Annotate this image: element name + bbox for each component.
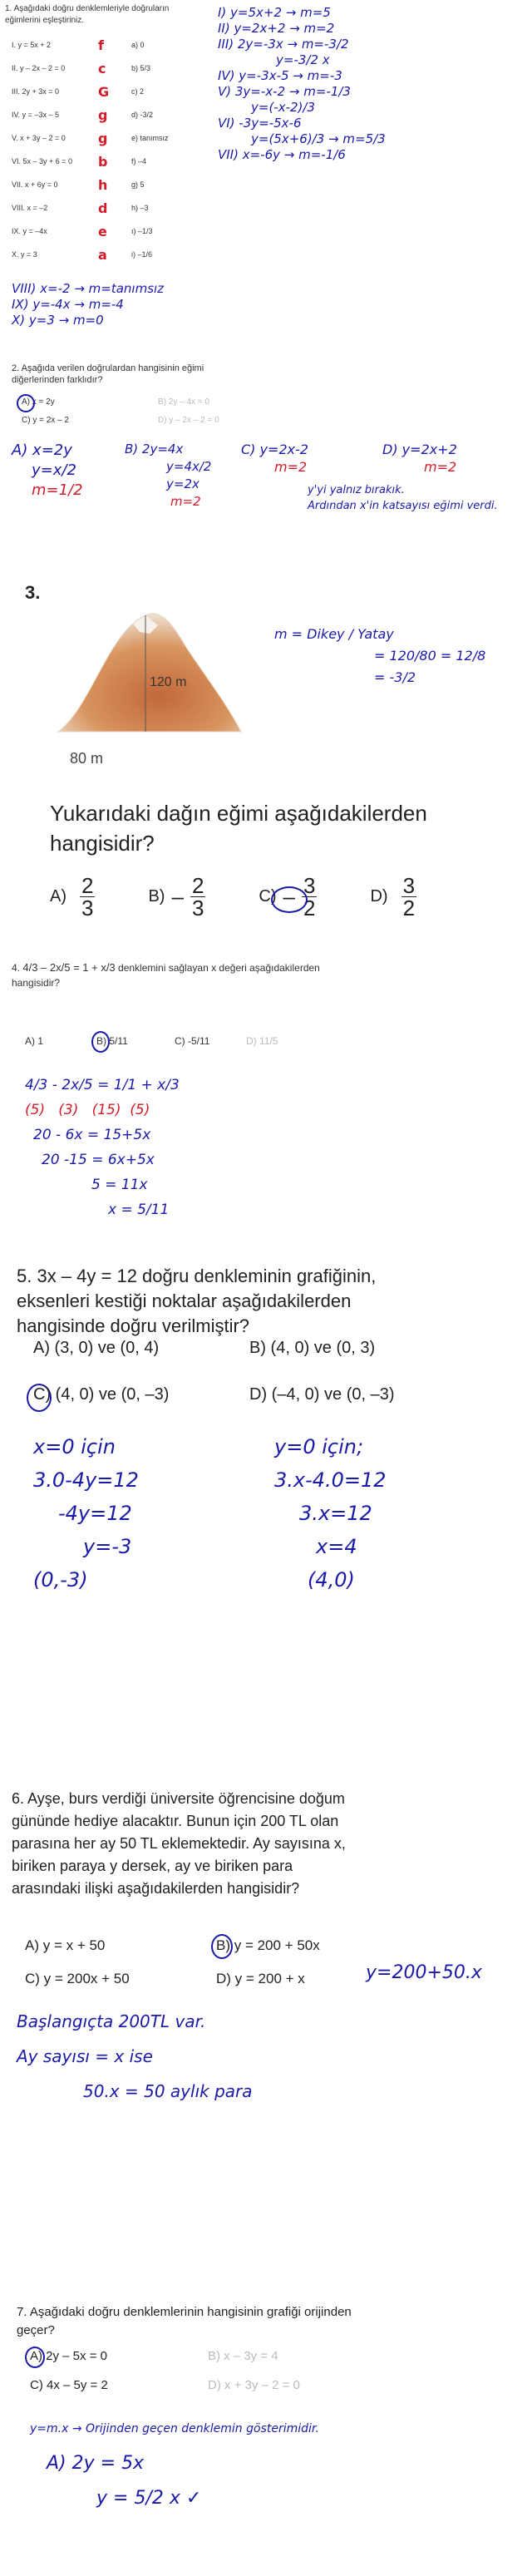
- q5-work-r1: y=0 için;: [274, 1435, 364, 1458]
- q2-title: 2. Aşağıda verilen doğrulardan hangisinin eğimi diğerlerinden farklıdır?: [12, 363, 204, 385]
- q5-work-l1: x=0 için: [33, 1435, 116, 1458]
- q4-option-d[interactable]: D) 11/5: [246, 1035, 278, 1047]
- q6-option-b[interactable]: B) y = 200 + 50x: [216, 1937, 320, 1953]
- q7-work-2: A) 2y = 5x: [47, 2453, 145, 2474]
- q1-equation: VII. x + 6y = 0: [12, 180, 58, 189]
- q1-answer-letter[interactable]: G: [98, 83, 110, 100]
- q3-answer-circle: [271, 886, 308, 913]
- q4-work-2: (5) (3) (15) (5): [25, 1102, 150, 1118]
- q7-question: 7. Aşağıdaki doğru denklemlerinin hangisinin grafiği orijinden geçer?: [17, 2305, 352, 2337]
- q6-work-1: Başlangıçta 200TL var.: [17, 2011, 206, 2031]
- q2-work-b3: y=2x: [166, 476, 200, 491]
- q3-option-letter: A): [50, 887, 66, 906]
- q2-work-c1: C) y=2x-2: [241, 442, 308, 457]
- q1-work-13: X) y=3 → m=0: [12, 313, 104, 328]
- q1-equation: IX. y = –4x: [12, 227, 47, 235]
- q1-row: [12, 220, 211, 243]
- q5-question: 5. 3x – 4y = 12 doğru denkleminin grafiğinin, eksenleri kestiği noktalar aşağıdakilerden hangisinde doğru verilmiştir?: [17, 1266, 377, 1336]
- q3-option-denominator: 3: [191, 896, 204, 920]
- q4-option-a[interactable]: A) 1: [25, 1035, 44, 1047]
- q4-work: [25, 1073, 324, 1222]
- q2-work-c: [241, 441, 308, 476]
- q1-equation: VIII. x = –2: [12, 204, 48, 212]
- q3-number: 3.: [25, 582, 41, 603]
- q3-option-letter: D): [370, 887, 388, 906]
- q2-note-1: y'yi yalnız bırakık.: [308, 484, 405, 496]
- q2-work-b: [125, 441, 211, 511]
- q4-work-5: 5 = 11x: [91, 1177, 148, 1193]
- q1-option: h) –3: [131, 204, 149, 212]
- q1-row: [12, 57, 211, 80]
- q4-work-6: x = 5/11: [108, 1202, 170, 1218]
- q2-work-a: [12, 441, 83, 501]
- q3-option-denominator: 2: [303, 896, 316, 920]
- q1-option: i) –1/6: [131, 250, 153, 259]
- q1-equation: III. 2y + 3x = 0: [12, 87, 60, 96]
- q4-title-rest: denklemini sağlayan x değeri aşağıdakilerden hangisidir?: [12, 962, 320, 989]
- q3-option-denominator: 2: [402, 896, 416, 920]
- q2-work-d: [382, 441, 457, 476]
- q1-equation: IV. y = –3x – 5: [12, 111, 59, 119]
- q3-work-1: m = Dikey / Yatay: [274, 626, 394, 642]
- q3-option-numerator: 2: [81, 873, 94, 898]
- q6-work-3: 50.x = 50 aylık para: [83, 2081, 253, 2101]
- q2-work-b4: m=2: [170, 494, 201, 509]
- q1-option: a) 0: [131, 41, 145, 49]
- q1-row: [12, 126, 211, 150]
- q4-work-1: 4/3 - 2x/5 = 1/1 + x/3: [25, 1077, 180, 1093]
- q5-work-r4: x=4: [316, 1535, 357, 1558]
- q5-work-r3: 3.x=12: [299, 1502, 372, 1525]
- q2-work-a3: m=1/2: [32, 481, 83, 499]
- q5-work-l4: y=-3: [83, 1535, 132, 1558]
- q1-work-8: VI) -3y=-5x-6: [218, 116, 302, 131]
- q1-answer-letter[interactable]: d: [98, 200, 108, 216]
- q1-work-4: y=-3/2 x: [276, 52, 330, 67]
- q5-option-d[interactable]: D) (–4, 0) ve (0, –3): [249, 1385, 395, 1404]
- q2-work-a2: y=x/2: [32, 461, 76, 479]
- q1-answer-letter[interactable]: f: [98, 37, 104, 53]
- q3-option[interactable]: [370, 875, 416, 919]
- q1-row: [12, 243, 211, 266]
- q2-option-d[interactable]: D) y – 2x – 2 = 0: [158, 416, 219, 425]
- q1-option: g) 5: [131, 180, 145, 189]
- q1-row: [12, 80, 211, 103]
- q4-equation: 4/3 – 2x/5 = 1 + x/3: [22, 961, 116, 974]
- q1-work-lower: [12, 281, 261, 328]
- q7-option-d[interactable]: D) x + 3y – 2 = 0: [208, 2378, 300, 2392]
- q1-equation: V. x + 3y – 2 = 0: [12, 134, 66, 142]
- q1-option: f) –4: [131, 157, 147, 165]
- q1-row: [12, 196, 211, 220]
- q5-option-a[interactable]: A) (3, 0) ve (0, 4): [33, 1339, 160, 1357]
- q1-option: e) tanımsız: [131, 134, 169, 142]
- q3-work: [274, 624, 524, 688]
- q3-option-letter: B): [148, 887, 165, 906]
- q3-option-numerator: 3: [303, 873, 316, 898]
- q3-option[interactable]: [50, 875, 95, 919]
- q1-row: [12, 33, 211, 57]
- q1-answer-letter[interactable]: h: [98, 176, 108, 193]
- q2-work-b2: y=4x/2: [166, 459, 212, 474]
- q6-question: 6. Ayşe, burs verdiği üniversite öğrencisine doğum gününde hediye alacaktır. Bunun için 200 TL olan parasına her ay 50 TL eklemektedir. Ay sayısına x, biriken paraya y dersek, ay ve biriken para arasındaki ilişki aşağıdakilerden hangisidir?: [12, 1790, 346, 1897]
- q1-work-11: VIII) x=-2 → m=tanımsız: [12, 281, 165, 296]
- q4-option-b[interactable]: B) 5/11: [96, 1035, 128, 1047]
- q3-option-numerator: 2: [191, 873, 204, 898]
- q4-work-3: 20 - 6x = 15+5x: [33, 1127, 151, 1143]
- q7-work-3: y = 5/2 x ✓: [96, 2488, 202, 2509]
- q2-work-a1: A) x=2y: [12, 442, 72, 459]
- q4-option-c[interactable]: C) -5/11: [175, 1035, 210, 1047]
- q4-number: 4.: [12, 962, 21, 974]
- q1-work-9: y=(5x+6)/3 → m=5/3: [251, 131, 386, 146]
- q2-work-d2: m=2: [424, 459, 457, 475]
- q1-work-10: VII) x=-6y → m=-1/6: [218, 147, 346, 162]
- q1-work-2: II) y=2x+2 → m=2: [218, 21, 335, 36]
- q1-work: [218, 5, 525, 163]
- q6-option-c[interactable]: C) y = 200x + 50: [25, 1971, 130, 1986]
- q1-work-1: I) y=5x+2 → m=5: [218, 5, 331, 20]
- q1-equation: X. y = 3: [12, 250, 37, 259]
- q3-work-3: = -3/2: [374, 669, 416, 685]
- q1-answer-letter[interactable]: c: [98, 60, 106, 76]
- q6-option-a[interactable]: A) y = x + 50: [25, 1937, 106, 1953]
- q1-work-7: y=(-x-2)/3: [251, 100, 315, 115]
- q3-option-denominator: 3: [81, 896, 94, 920]
- q6-work-answer: y=200+50.x: [366, 1962, 482, 1983]
- q1-equation: II. y – 2x – 2 = 0: [12, 64, 66, 72]
- q3-option-letter: C): [259, 887, 277, 906]
- q1-answer-letter[interactable]: g: [98, 130, 108, 146]
- q6-option-d[interactable]: D) y = 200 + x: [216, 1971, 305, 1986]
- q2-work-b1: B) 2y=4x: [125, 442, 184, 456]
- q2-option-b[interactable]: B) 2y – 4x = 0: [158, 397, 209, 407]
- q1-option: b) 5/3: [131, 64, 151, 72]
- q5-option-c[interactable]: C) (4, 0) ve (0, –3): [33, 1385, 170, 1404]
- q1-work-3: III) 2y=-3x → m=-3/2: [218, 37, 349, 52]
- q4-title: [12, 960, 328, 990]
- q5-work-r5: (4,0): [308, 1568, 355, 1591]
- q1-row: [12, 103, 211, 126]
- q3-option-fraction: [190, 875, 205, 919]
- q3-base-label: 80 m: [70, 750, 104, 767]
- q1-answer-letter[interactable]: g: [98, 106, 108, 123]
- q2-option-c[interactable]: C) y = 2x – 2: [22, 416, 69, 425]
- q1-answer-letter[interactable]: a: [98, 246, 107, 263]
- q5-work-l3: -4y=12: [58, 1502, 132, 1525]
- q6-work-2: Ay sayısı = x ise: [17, 2046, 153, 2066]
- q6-work: [17, 2004, 349, 2109]
- q3-work-2: = 120/80 = 12/8: [374, 648, 486, 664]
- q1-work-12: IX) y=-4x → m=-4: [12, 297, 124, 312]
- q2-option-a[interactable]: A) x = 2y: [22, 397, 55, 407]
- q3-option-numerator: 3: [402, 873, 416, 898]
- q1-title: 1. Aşağıdaki doğru denklemleriyle doğruların eğimlerini eşleştiriniz.: [5, 4, 170, 25]
- q3-option-fraction: [401, 875, 416, 919]
- q1-option: ı) –1/3: [131, 227, 153, 235]
- q3-option[interactable]: [148, 875, 205, 919]
- q1-option: d) -3/2: [131, 111, 154, 119]
- q1-option: c) 2: [131, 87, 145, 96]
- q5-work-left: [33, 1430, 139, 1596]
- q2-work-c2: m=2: [274, 459, 308, 475]
- q3-height-label: 120 m: [150, 675, 187, 689]
- q1-equations: [12, 33, 211, 266]
- q3-question: Yukarıdaki dağın eğimi aşağıdakilerden hangisidir?: [50, 801, 427, 856]
- q5-work-r2: 3.x-4.0=12: [274, 1468, 387, 1492]
- q1-equation: I. y = 5x + 2: [12, 41, 52, 49]
- q7-work: [30, 2411, 529, 2516]
- q1-row: [12, 173, 211, 196]
- q2-answer-circle: [17, 394, 35, 412]
- q3-option-fraction: [80, 875, 95, 919]
- q5-work-l5: (0,-3): [33, 1568, 88, 1591]
- q1-answer-letter[interactable]: b: [98, 153, 108, 170]
- q3-option-sign: –: [283, 884, 295, 909]
- q5-work-right: [274, 1430, 387, 1596]
- q1-answer-letter[interactable]: e: [98, 223, 107, 239]
- q1-row: [12, 150, 211, 173]
- q1-equation: VI. 5x – 3y + 6 = 0: [12, 157, 73, 165]
- q7-option-c[interactable]: C) 4x – 5y = 2: [30, 2378, 108, 2392]
- q2-note: [308, 482, 524, 514]
- q5-option-b[interactable]: B) (4, 0) ve (0, 3): [249, 1339, 376, 1357]
- q1-work-5: IV) y=-3x-5 → m=-3: [218, 68, 342, 83]
- q1-work-6: V) 3y=-x-2 → m=-1/3: [218, 84, 351, 99]
- q2-work-d1: D) y=2x+2: [382, 442, 457, 457]
- q4-work-4: 20 -15 = 6x+5x: [42, 1152, 155, 1168]
- q5-work-l2: 3.0-4y=12: [33, 1468, 139, 1492]
- mountain-illustration: [42, 582, 249, 748]
- q7-work-1: y=m.x → Orijinden geçen denklemin gösterimidir.: [30, 2422, 319, 2435]
- q3-option-sign: –: [171, 884, 184, 909]
- q7-option-a[interactable]: A) 2y – 5x = 0: [30, 2349, 107, 2363]
- q2-note-2: Ardından x'in katsayısı eğimi verdi.: [308, 500, 498, 512]
- q7-option-b[interactable]: B) x – 3y = 4: [208, 2349, 278, 2363]
